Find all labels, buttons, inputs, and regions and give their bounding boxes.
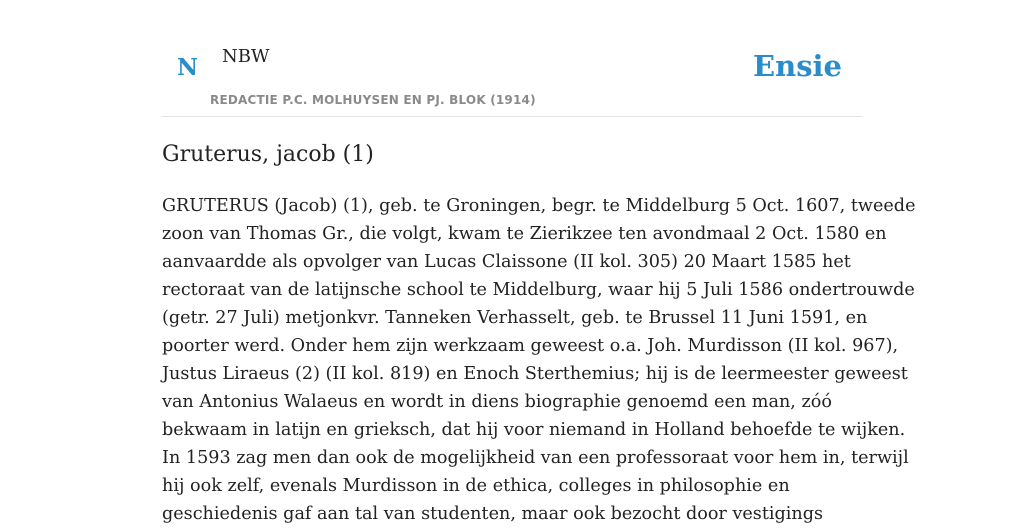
- article-title: Gruterus, jacob (1): [162, 142, 374, 167]
- article-line: rectoraat van de latijnsche school te Middelburg, waar hij 5 Juli 1586 ondertrouwde: [162, 280, 915, 300]
- brand-logo[interactable]: Ensie: [753, 49, 842, 83]
- article-line: van Antonius Walaeus en wordt in diens biographie genoemd een man, zóó: [162, 392, 832, 412]
- article-line: (getr. 27 Juli) metjonkvr. Tanneken Verhasselt, geb. te Brussel 11 Juni 1591, en: [162, 308, 868, 328]
- article-line: GRUTERUS (Jacob) (1), geb. te Groningen, begr. te Middelburg 5 Oct. 1607, tweede: [162, 196, 916, 216]
- header: [162, 0, 862, 117]
- source-name[interactable]: NBW: [222, 46, 270, 67]
- source-logo[interactable]: N: [177, 54, 199, 81]
- source-subtitle: REDACTIE P.C. MOLHUYSEN EN PJ. BLOK (1914): [210, 93, 536, 107]
- article-line: bekwaam in latijn en grieksch, dat hij voor niemand in Holland behoefde te wijken.: [162, 420, 906, 440]
- article-line: aanvaardde als opvolger van Lucas Claissone (II kol. 305) 20 Maart 1585 het: [162, 252, 851, 272]
- article-line: In 1593 zag men dan ook de mogelijkheid van een professoraat voor hem in, terwijl: [162, 448, 909, 468]
- article-line: hij ook zelf, evenals Murdisson in de ethica, colleges in philosophie en: [162, 476, 790, 496]
- article-body: [162, 192, 916, 528]
- article-line: geschiedenis gaf aan tal van studenten, maar ook bezocht door vestigings: [162, 504, 824, 524]
- article-line: zoon van Thomas Gr., die volgt, kwam te Zierikzee ten avondmaal 2 Oct. 1580 en: [162, 224, 887, 244]
- article-line: Justus Liraeus (2) (II kol. 819) en Enoch Sterthemius; hij is de leermeester geweest: [162, 364, 908, 384]
- article-line: poorter werd. Onder hem zijn werkzaam geweest o.a. Joh. Murdisson (II kol. 967),: [162, 336, 899, 356]
